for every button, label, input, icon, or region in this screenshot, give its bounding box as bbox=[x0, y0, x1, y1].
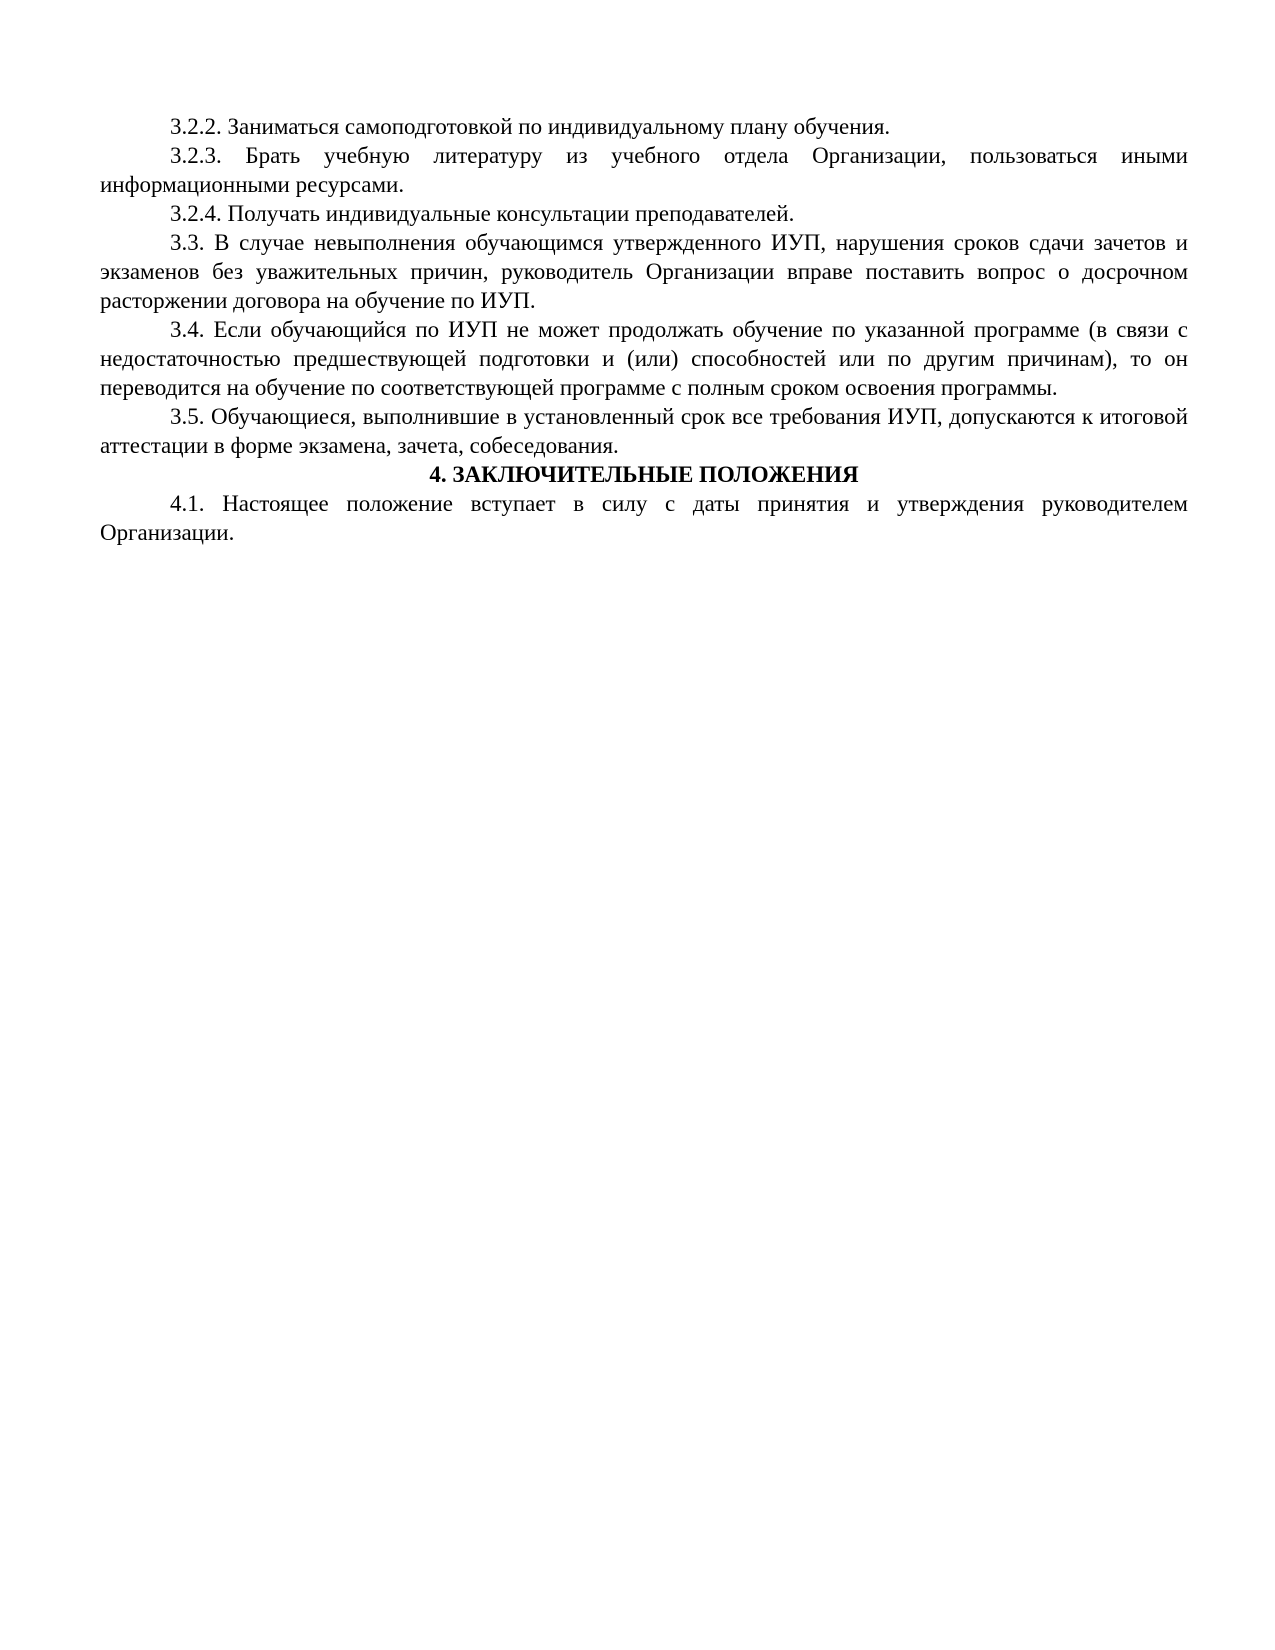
paragraph-3-4: 3.4. Если обучающийся по ИУП не может продолжать обучение по указанной программе (в связи с недостаточностью предшествующей подготовки и (или) способностей или по другим причинам), то он переводится на обучение по соответствующей программе с полным сроком освоения программы. bbox=[100, 317, 1188, 400]
document-body bbox=[100, 112, 1188, 547]
paragraph-3-2-3: 3.2.3. Брать учебную литературу из учебного отдела Организации, пользоваться иными информационными ресурсами. bbox=[100, 143, 1188, 197]
paragraph-3-5: 3.5. Обучающиеся, выполнившие в установленный срок все требования ИУП, допускаются к итоговой аттестации в форме экзамена, зачета, собеседования. bbox=[100, 404, 1188, 458]
paragraph-3-3: 3.3. В случае невыполнения обучающимся утвержденного ИУП, нарушения сроков сдачи зачетов и экзаменов без уважительных причин, руководитель Организации вправе поставить вопрос о досрочном расторжении договора на обучение по ИУП. bbox=[100, 230, 1188, 313]
paragraph-4-1: 4.1. Настоящее положение вступает в силу с даты принятия и утверждения руководителем Организации. bbox=[100, 491, 1188, 545]
section-heading-final-provisions: 4. ЗАКЛЮЧИТЕЛЬНЫЕ ПОЛОЖЕНИЯ bbox=[429, 462, 859, 487]
paragraph-3-2-2: 3.2.2. Заниматься самоподготовкой по индивидуальному плану обучения. bbox=[170, 114, 891, 139]
paragraph-3-2-4: 3.2.4. Получать индивидуальные консультации преподавателей. bbox=[170, 201, 795, 226]
